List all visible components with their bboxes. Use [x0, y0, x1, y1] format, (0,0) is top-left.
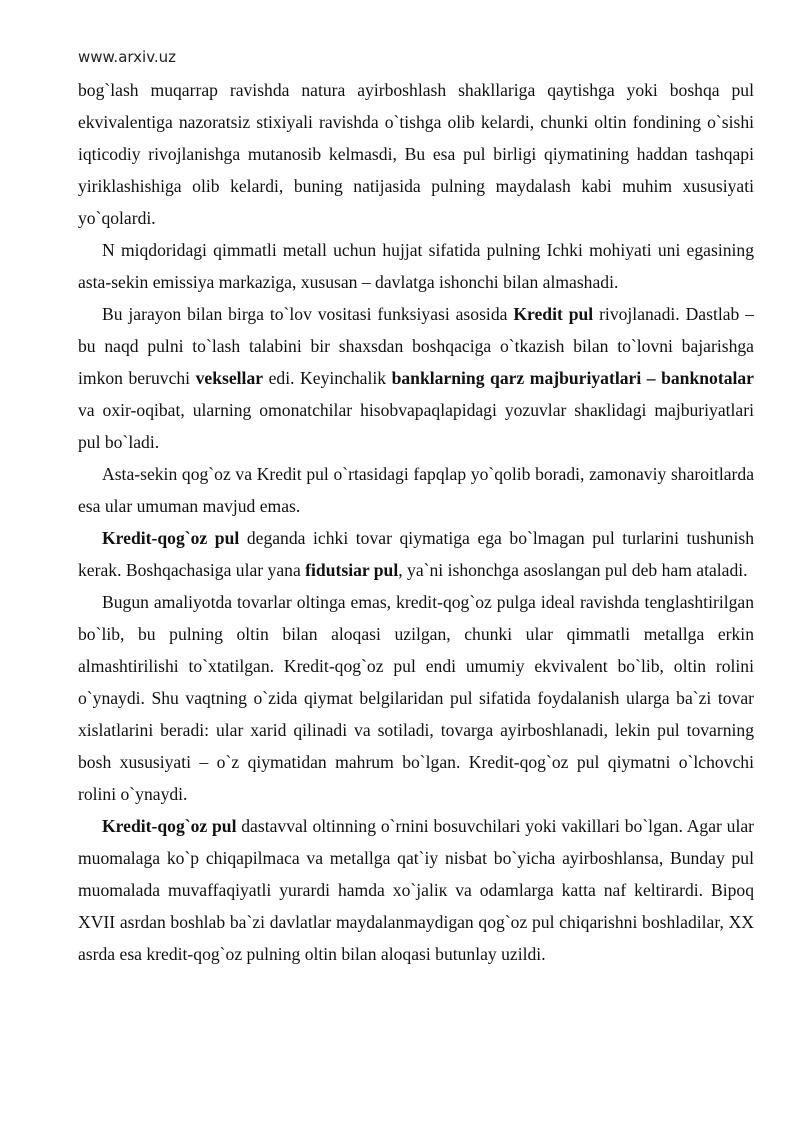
paragraph — [78, 810, 754, 970]
bold-term: Kredit pul — [513, 304, 594, 324]
bold-term: fidutsiar pul — [305, 560, 399, 580]
document-body — [78, 74, 754, 970]
text-run: deganda ichki tovar qiymatiga ega bo`lmagan pul turlarini tushunish kerak. Boshqachasiga ular yana — [78, 528, 755, 580]
text-run: Asta-sekin qog`oz va Kredit pul o`rtasidagi fapqlap yo`qolib boradi, zamonaviy sharoitlarda esa ular umuman mavjud emas. — [78, 464, 754, 516]
paragraph — [78, 586, 754, 810]
paragraph — [78, 522, 754, 586]
bold-term: Kredit-qog`oz pul — [102, 528, 240, 548]
bold-term: banklarning qarz majburiyatlari – banknotalar — [391, 368, 754, 388]
text-run: edi. Keyinchalik — [263, 368, 392, 388]
text-run: Bu jarayon bilan birga to`lov vositasi funksiyasi asosida — [102, 304, 514, 324]
text-run: Bugun amaliyotda tovarlar oltinga emas, kredit-qog`oz pulga ideal ravishda tenglashtirilgan bo`lib, bu pulning oltin bilan aloqasi uzilgan, chunki ular qimmatli metallga erkin almashtirilishi to`xtatilgan. Kredit-qog`oz pul endi umumiy ekvivalent bo`lib, oltin rolini o`ynaydi. Shu vaqtning o`zida qiymat belgilaridan pul sifatida foydalanish ularga ba`zi tovar xislatlarini beradi: ular xarid qilinadi va sotiladi, tovarga ayirboshlanadi, lekin pul tovarning bosh xususiyati – o`z qiymatidan mahrum bo`lgan. Kredit-qog`oz pul qiymatni o`lchovchi rolini o`ynaydi. — [78, 592, 754, 804]
paragraph — [78, 234, 754, 298]
text-run: N miqdoridagi qimmatli metall uchun hujjat sifatida pulning Ichki mohiyati uni egasining asta-sekin emissiya markaziga, xususan – davlatga ishonchi bilan almashadi. — [78, 240, 754, 292]
text-run: va oxir-oqibat, ularning omonatchilar hisobvapaqlapidagi yozuvlar shaкlidagi majburiyatlari pul bo`ladi. — [78, 400, 754, 452]
paragraph — [78, 298, 754, 458]
text-run: rivojlanadi. Dastlab – bu naqd pulni to`lash talabini bir shaxsdan boshqaciga o`tkazish bilan to`lovni bajarishga imkon beruvchi — [78, 304, 755, 388]
text-run: bog`lash muqarrap ravishda natura ayirboshlash shakllariga qaytishga yoki boshqa pul ekvivalentiga nazoratsiz stixiyali ravishda o`tishga olib kelardi, chunki oltin fondining o`sishi iqticodiy rivojlanishga mutanosib kelmasdi, Bu esa pul birligi qiymatining haddan tashqapi yiriklashishiga olib kelardi, buning natijasida pulning maydalash kabi muhim xususiyati yo`qolardi. — [78, 80, 754, 228]
text-run: dastavval oltinning o`rnini bosuvchilari yoki vakillari bo`lgan. Agar ular muomalaga ko`p chiqapilmaca va metallga qat`iy nisbat bo`yicha ayirboshlansa, Bunday pul muomalada muvaffaqiyatli yurardi hamda xo`jalік va odamlarga katta naf keltirardi. Bipoq XVII asrdan boshlab ba`zi davlatlar maydalanmaydigan qog`oz pul chiqarishni boshladilar, XX asrda esa kredit-qog`oz pulning oltin bilan aloqasi butunlay uzildi. — [78, 816, 754, 964]
text-run: , ya`ni ishonchga asoslangan pul deb ham ataladi. — [398, 560, 748, 580]
bold-term: Kredit-qog`oz pul — [102, 816, 237, 836]
paragraph — [78, 458, 754, 522]
paragraph — [78, 74, 754, 234]
site-header: www.arxiv.uz — [78, 48, 177, 66]
bold-term: veksellar — [195, 368, 264, 388]
